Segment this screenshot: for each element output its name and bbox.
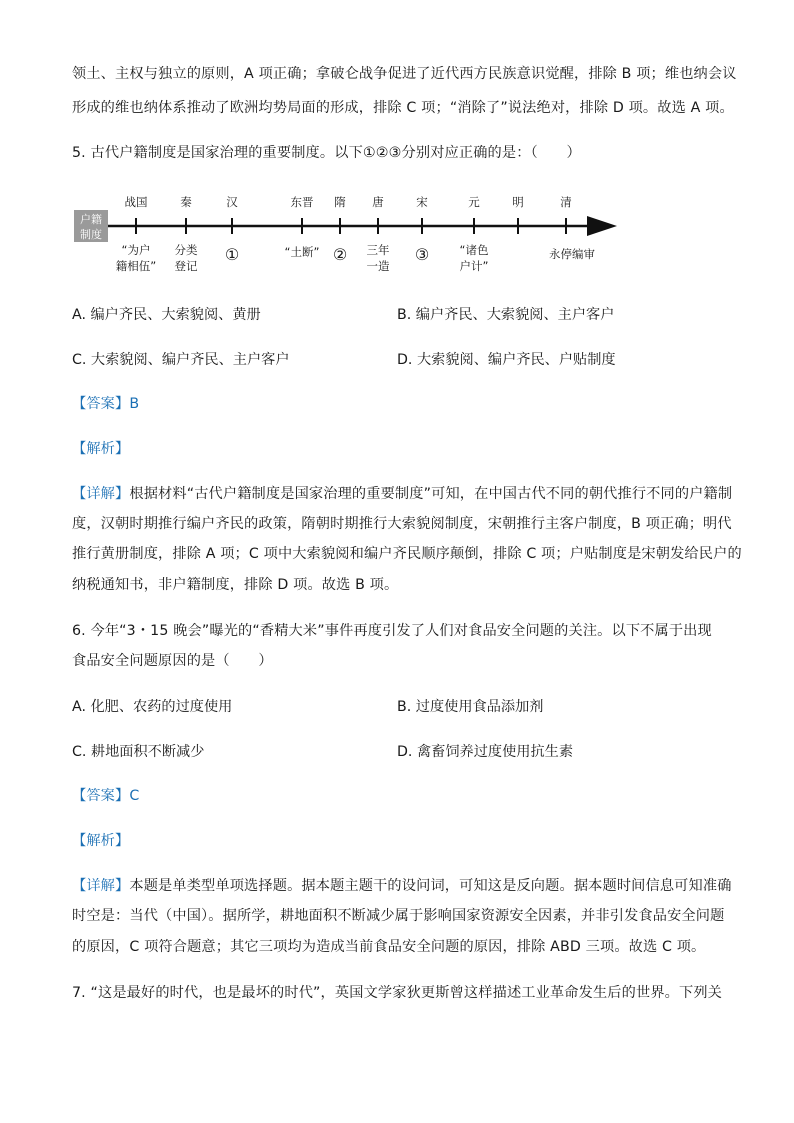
intro-line-2: 形成的维也纳体系推动了欧洲均势局面的形成，排除 C 项；“消除了”说法绝对，排除 D 项。故选 A 项。 xyxy=(72,100,734,116)
timeline-dynasty-label: 战国 xyxy=(124,195,148,209)
question-6-detail-line-3: 的原因，C 项符合题意；其它三项均为造成当前食品安全问题的原因，排除 ABD 三项。故选 C 项。 xyxy=(72,939,706,955)
yuan-event-2: 户计” xyxy=(459,259,489,273)
timeline-dynasty-label: 唐 xyxy=(372,195,384,209)
zhanguo-event-2: 籍相伍” xyxy=(115,259,157,273)
detail-text: 根据材料“古代户籍制度是国家治理的重要制度”可知，在中国古代不同的朝代推行不同的户籍制 xyxy=(129,486,733,502)
yuan-event-1: “诸色 xyxy=(459,243,489,257)
tang-event-1: 三年 xyxy=(366,243,390,257)
zhanguo-event-1: “为户 xyxy=(121,243,151,257)
question-5-option-d: D. 大索貌阅、编户齐民、户贴制度 xyxy=(397,352,616,368)
question-5-answer: 【答案】B xyxy=(72,396,140,412)
question-5-option-c: C. 大索貌阅、编户齐民、主户客户 xyxy=(72,352,290,368)
song-blank-3: ③ xyxy=(414,245,430,264)
question-7-stem-line-1: 7. “这是最好的时代，也是最坏的时代”，英国文学家狄更斯曾这样描述工业革命发生后的世界。下列关 xyxy=(72,985,723,1001)
question-5-option-a: A. 编户齐民、大索貌阅、黄册 xyxy=(72,307,261,323)
detail-tag: 【详解】 xyxy=(72,486,130,502)
question-6-stem-line-1: 6. 今年“3・15 晚会”曝光的“香精大米”事件再度引发了人们对食品安全问题的关注。以下不属于出现 xyxy=(72,623,712,639)
household-registration-timeline xyxy=(72,186,632,282)
question-6-analysis-heading: 【解析】 xyxy=(72,833,130,849)
question-6-detail-line-1 xyxy=(72,876,732,896)
tang-event-2: 一造 xyxy=(366,259,390,273)
timeline-dynasty-label: 隋 xyxy=(334,195,346,209)
dongjin-event: “土断” xyxy=(284,245,320,259)
question-5-detail-line-1 xyxy=(72,484,732,504)
question-5-stem: 5. 古代户籍制度是国家治理的重要制度。以下①②③分别对应正确的是：（ ） xyxy=(72,145,581,161)
detail-text: 本题是单类型单项选择题。据本题主题干的设问词，可知这是反向题。据本题时间信息可知准确 xyxy=(129,878,732,894)
question-5-option-b: B. 编户齐民、大索貌阅、主户客户 xyxy=(397,307,615,323)
question-5-analysis-heading: 【解析】 xyxy=(72,441,130,457)
question-6-detail-line-2: 时空是：当代（中国）。据所学，耕地面积不断减少属于影响国家资源安全因素，并非引发食品安全问题 xyxy=(72,908,725,924)
timeline-dynasty-label: 明 xyxy=(512,195,524,209)
qin-event-2: 登记 xyxy=(174,259,198,273)
question-6-option-d: D. 禽畜饲养过度使用抗生素 xyxy=(397,744,574,760)
question-6-option-b: B. 过度使用食品添加剂 xyxy=(397,699,544,715)
timeline-dynasty-label: 秦 xyxy=(180,195,192,209)
timeline-dynasty-labels xyxy=(125,195,572,209)
timeline-figure xyxy=(72,186,632,282)
han-blank-1: ① xyxy=(224,245,240,264)
timeline-dynasty-label: 东晋 xyxy=(290,195,314,209)
sui-blank-2: ② xyxy=(332,245,348,264)
timeline-dynasty-label: 元 xyxy=(468,195,480,209)
question-5-detail-line-3: 推行黄册制度，排除 A 项；C 项中大索貌阅和编户齐民顺序颠倒，排除 C 项；户贴制度是宋朝发给民户的 xyxy=(72,546,742,562)
question-6-option-c: C. 耕地面积不断减少 xyxy=(72,744,205,760)
question-5-detail-line-2: 度，汉朝时期推行编户齐民的政策，隋朝时期推行大索貌阅制度，宋朝推行主客户制度，B 项正确；明代 xyxy=(72,516,732,532)
timeline-dynasty-label: 宋 xyxy=(416,195,428,209)
qing-event: 永停编审 xyxy=(549,247,595,261)
question-6-option-a: A. 化肥、农药的过度使用 xyxy=(72,699,233,715)
detail-tag: 【详解】 xyxy=(72,878,130,894)
question-6-answer: 【答案】C xyxy=(72,788,140,804)
timeline-box-label-2: 制度 xyxy=(80,228,102,241)
timeline-dynasty-label: 清 xyxy=(560,195,572,209)
timeline-dynasty-label: 汉 xyxy=(226,195,238,209)
question-6-stem-line-2: 食品安全问题原因的是（ ） xyxy=(72,653,273,669)
question-5-detail-line-4: 纳税通知书，非户籍制度，排除 D 项。故选 B 项。 xyxy=(72,577,399,593)
qin-event-1: 分类 xyxy=(174,243,198,257)
intro-line-1: 领土、主权与独立的原则，A 项正确；拿破仑战争促进了近代西方民族意识觉醒，排除 B 项；维也纳会议 xyxy=(72,66,737,82)
timeline-box-label-1: 户籍 xyxy=(80,213,102,226)
